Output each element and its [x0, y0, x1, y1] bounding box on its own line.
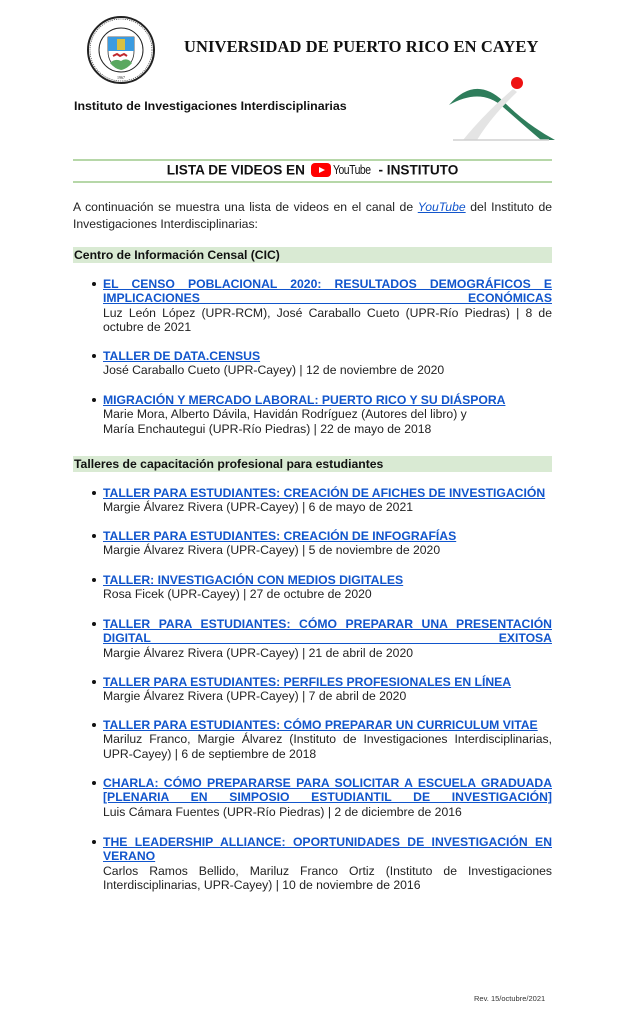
video-list-heading [73, 162, 552, 178]
video-meta: José Caraballo Cueto (UPR-Cayey) | 12 de noviembre de 2020 [103, 363, 445, 378]
video-list-item [103, 617, 552, 660]
video-link[interactable]: TALLER DE DATA.CENSUS [103, 349, 261, 363]
heading-prefix: LISTA DE VIDEOS EN [166, 162, 305, 178]
video-meta: Carlos Ramos Bellido, Mariluz Franco Ortiz (Instituto de Investigaciones Interdisciplinarias, UPR-Cayey) | 10 de noviembre de 2016 [103, 863, 552, 893]
video-link[interactable]: TALLER: INVESTIGACIÓN CON MEDIOS DIGITALES [103, 573, 404, 587]
heading-suffix: - INSTITUTO [378, 162, 459, 178]
bottom-rule [73, 181, 552, 183]
youtube-wordmark: YouTube [332, 162, 371, 177]
video-link[interactable]: TALLER PARA ESTUDIANTES: CREACIÓN DE INFOGRAFÍAS [103, 529, 457, 543]
video-meta: Mariluz Franco, Margie Álvarez (Instituto de Investigaciones Interdisciplinarias, UPR-Cayey) | 6 de septiembre de 2018 [103, 732, 552, 761]
video-list-item [103, 486, 552, 515]
institute-logo-icon [445, 73, 557, 143]
intro-paragraph [73, 199, 552, 233]
video-link[interactable]: TALLER PARA ESTUDIANTES: CÓMO PREPARAR UNA PRESENTACIÓN DIGITAL EXITOSA [103, 617, 552, 646]
youtube-play-icon [311, 163, 331, 177]
video-list-item [103, 277, 552, 335]
video-meta: Rosa Ficek (UPR-Cayey) | 27 de octubre de 2020 [103, 587, 372, 602]
video-link[interactable]: THE LEADERSHIP ALLIANCE: OPORTUNIDADES DE INVESTIGACIÓN EN VERANO [103, 835, 552, 864]
video-meta: Margie Álvarez Rivera (UPR-Cayey) | 7 de abril de 2020 [103, 689, 407, 704]
video-list-item [103, 529, 552, 558]
university-title: UNIVERSIDAD DE PUERTO RICO EN CAYEY [184, 37, 539, 56]
video-list-item [103, 776, 552, 819]
video-link[interactable]: TALLER PARA ESTUDIANTES: CÓMO PREPARAR UN CURRICULUM VITAE [103, 718, 538, 732]
revision-date: Rev. 15/octubre/2021 [474, 994, 546, 1003]
video-list-item [103, 393, 552, 436]
video-meta-line1: Marie Mora, Alberto Dávila, Havidán Rodríguez (Autores del libro) y [103, 407, 467, 422]
university-seal-icon [86, 15, 156, 85]
youtube-channel-link[interactable]: YouTube [417, 200, 466, 214]
video-meta: Margie Álvarez Rivera (UPR-Cayey) | 5 de noviembre de 2020 [103, 543, 441, 558]
video-list-item [103, 835, 552, 893]
top-rule [73, 159, 552, 161]
video-link[interactable]: CHARLA: CÓMO PREPARARSE PARA SOLICITAR A ESCUELA GRADUADA [PLENARIA EN SIMPOSIO ESTUDIANTIL DE INVESTIGACIÓN] [103, 776, 552, 805]
institute-title: Instituto de Investigaciones Interdisciplinarias [74, 99, 347, 113]
video-meta-line2: María Enchautegui (UPR-Río Piedras) | 22 de mayo de 2018 [103, 421, 432, 436]
intro-text-after: del Instituto de Investigaciones Interdisciplinarias: [73, 200, 552, 231]
video-list-item [103, 675, 552, 704]
video-meta: Margie Álvarez Rivera (UPR-Cayey) | 6 de mayo de 2021 [103, 500, 414, 515]
video-list-item [103, 718, 552, 761]
video-link[interactable]: TALLER PARA ESTUDIANTES: CREACIÓN DE AFICHES DE INVESTIGACIÓN [103, 486, 546, 500]
video-link[interactable]: TALLER PARA ESTUDIANTES: PERFILES PROFESIONALES EN LÍNEA [103, 675, 512, 689]
section-header-talleres: Talleres de capacitación profesional para estudiantes [73, 456, 552, 472]
video-link[interactable]: MIGRACIÓN Y MERCADO LABORAL: PUERTO RICO Y SU DIÁSPORA [103, 393, 506, 407]
section-header-cic: Centro de Información Censal (CIC) [73, 247, 552, 263]
video-link[interactable]: EL CENSO POBLACIONAL 2020: RESULTADOS DEMOGRÁFICOS E IMPLICACIONES ECONÓMICAS [103, 277, 552, 306]
video-list-item [103, 573, 552, 602]
video-meta: Luz León López (UPR-RCM), José Caraballo Cueto (UPR-Río Piedras) | 8 de octubre de 2021 [103, 305, 552, 335]
youtube-logo [311, 162, 373, 177]
video-meta: Margie Álvarez Rivera (UPR-Cayey) | 21 de abril de 2020 [103, 645, 414, 660]
svg-text:1967: 1967 [117, 75, 125, 80]
video-list-item [103, 349, 552, 378]
intro-text-before: A continuación se muestra una lista de videos en el canal de [73, 200, 418, 214]
video-meta: Luis Cámara Fuentes (UPR-Río Piedras) | 2 de diciembre de 2016 [103, 804, 462, 819]
